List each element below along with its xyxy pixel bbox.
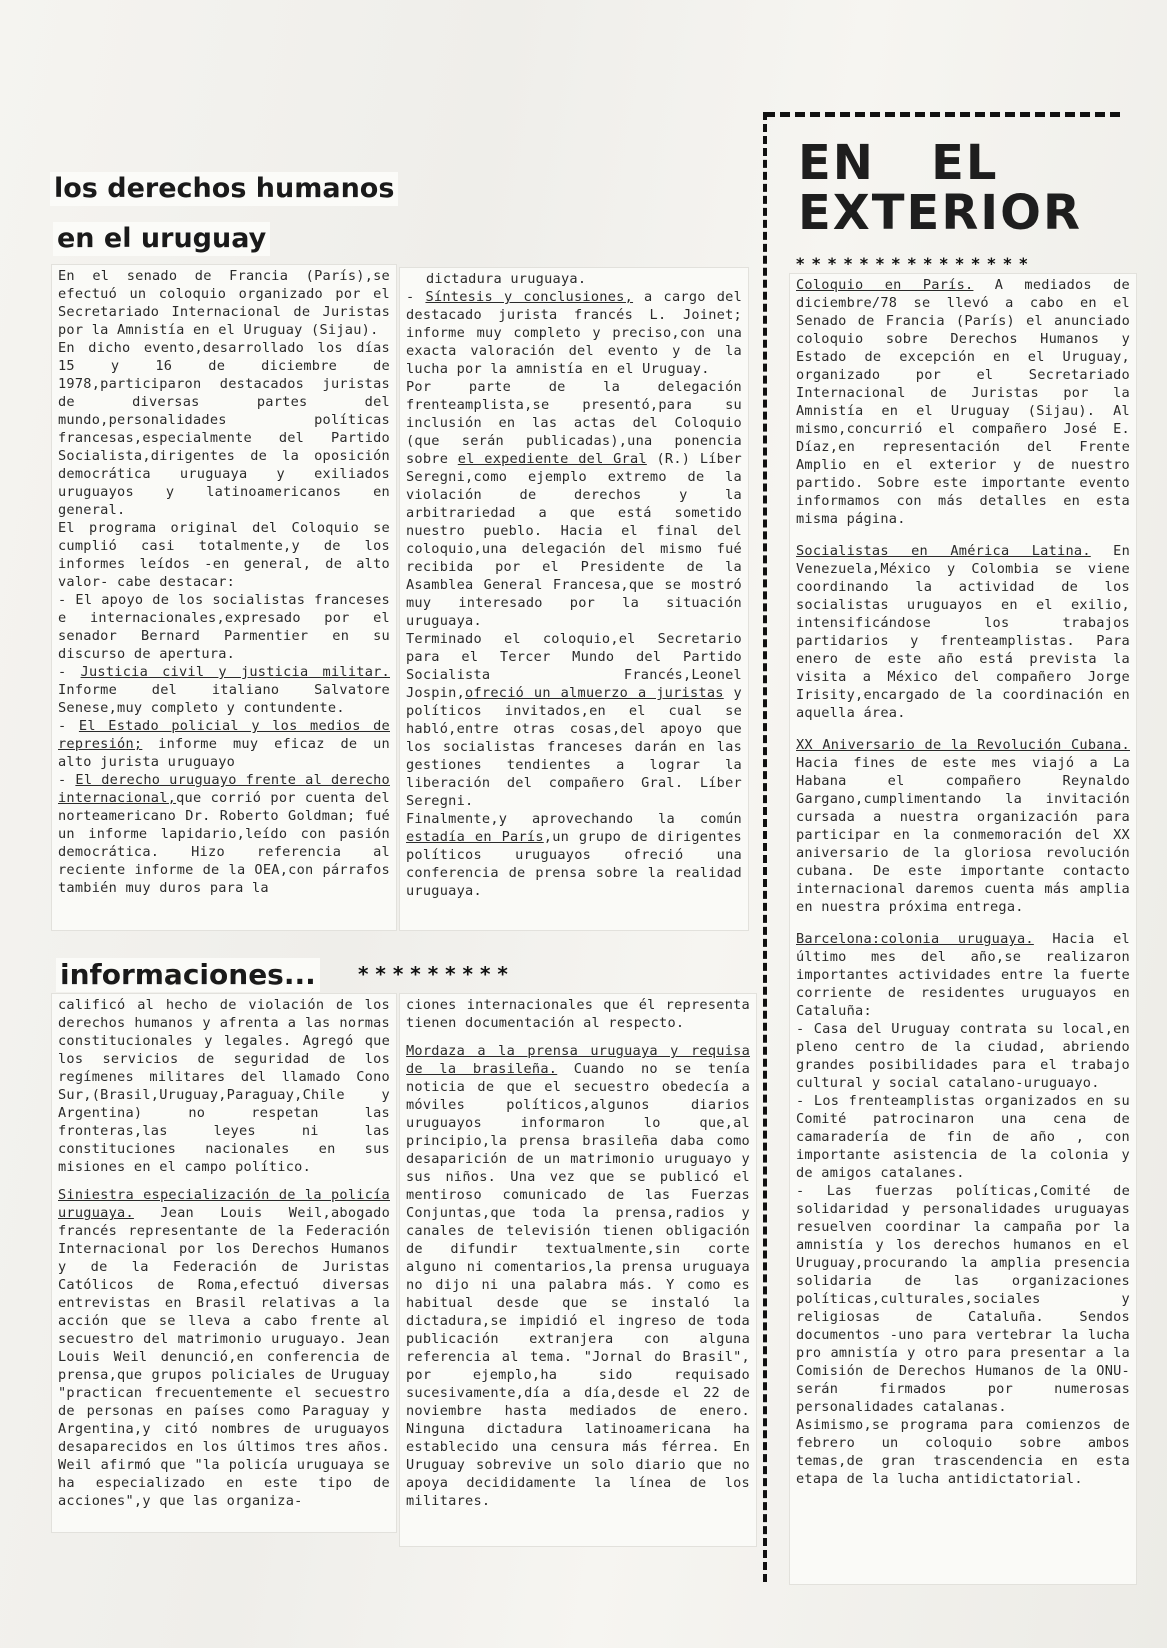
derechos-list-item: - El Estado policial y los medios de represión; informe muy eficaz de un alto jurista uruguayo xyxy=(58,718,390,770)
list-item-heading: El derecho uruguayo frente al derecho internacional, xyxy=(58,772,390,806)
section-heading: Siniestra especialización de la policía uruguaya. xyxy=(58,1187,390,1221)
derechos-column-2 xyxy=(400,268,748,930)
informaciones-column-2 xyxy=(400,994,756,1546)
derechos-list-item: - Síntesis y conclusiones, a cargo del destacado jurista francés L. Joinet; informe muy completo y preciso,con una exacta valoración del evento y de la lucha por la amnistía en el Uruguay. xyxy=(406,289,742,377)
derechos-paragraph: En el senado de Francia (París),se efectuó un coloquio organizado por el Secretariado Internacional de Juristas por la Amnistía en el Uruguay (Sijau). xyxy=(58,268,390,338)
inline-underline: estadía en París xyxy=(406,829,544,845)
derechos-paragraph: En dicho evento,desarrollado los días 15 y 16 de diciembre de 1978,participaron destacados juristas de diversas partes del mundo,personalidades políticas francesas,especialmente del Partido Socialista,dirigentes de la oposición democrática uruguaya y exiliados uruguayos y latinoamericanos en general. xyxy=(58,340,390,518)
derechos-paragraph: dictadura uruguaya. xyxy=(426,271,587,287)
derechos-paragraph: Terminado el coloquio,el Secretario para el Tercer Mundo del Partido Socialista Francés,Leonel Jospin,ofreció un almuerzo a juristas y políticos invitados,en el cual se habló,entre otras cosas,del apoyo que los socialistas franceses darán en las gestiones tendientes a lograr la liberación del compañero Gral. Líber Seregni. xyxy=(406,631,742,809)
dashed-border-left xyxy=(763,112,767,1582)
derechos-paragraph: Por parte de la delegación frenteamplista,se presentó,para su inclusión en las actas del Coloquio (que serán publicadas),una ponencia sobre el expediente del Gral (R.) Líber Seregni,como ejemplo extremo de la violación de derechos y la arbitrariedad a que está sometido nuestro pueblo. Hacia el final del coloquio,una delegación del mismo fué recibida por el Presidente de la Asamblea General Francesa,que se mostró muy interesado por la situación uruguaya. xyxy=(406,379,742,629)
exterior-list-item: - Casa del Uruguay contrata su local,en pleno centro de la ciudad, abriendo grandes posibilidades para el trabajo cultural y social catalano-uruguayo. xyxy=(796,1021,1130,1091)
inline-underline: el expediente del Gral xyxy=(457,451,647,467)
derechos-column-1 xyxy=(52,265,396,930)
informaciones-paragraph: Siniestra especialización de la policía uruguaya. Jean Louis Weil,abogado francés representante de la Federación Internacional por los Derechos Humanos y de la Federación de Juristas Católicos de Roma,efectuó diversas entrevistas en Brasil relativas a la acción que se lleva a cabo frente al secuestro del matrimonio uruguayo. Jean Louis Weil denunció,en conferencia de prensa,que grupos policiales de Uruguay "practican frecuentemente el secuestro de personas en países como Paraguay y Argentina,y citó nombres de uruguayos desaparecidos en los últimos tres años. Weil afirmó que "la policía uruguaya se ha especializado en este tipo de acciones",y que las organiza- xyxy=(58,1187,390,1509)
exterior-column xyxy=(790,274,1136,1584)
inline-underline: ofreció un almuerzo a juristas xyxy=(465,685,724,701)
exterior-list-item: - Los frenteamplistas organizados en su Comité patrocinaron una cena de camaradería de fin de año , con importante asistencia de la colonia y de amigos catalanes. xyxy=(796,1093,1130,1181)
list-item-text: Informe del italiano Salvatore Senese,muy completo y contundente. xyxy=(58,682,390,716)
derechos-list-item: - El derecho uruguayo frente al derecho internacional,que corrió por cuenta del norteamericano Dr. Roberto Goldman; fué un informe lapidario,leído con pasión democrática. Hizo referencia al reciente informe de la OEA,con párrafos también muy duros para la xyxy=(58,772,390,896)
section-heading: Mordaza a la prensa uruguaya y requisa de la brasileña. xyxy=(406,1043,750,1077)
headline-derechos-line1: los derechos humanos xyxy=(50,172,398,206)
dashed-border-top xyxy=(765,112,1120,117)
list-item-text: a cargo del destacado jurista francés L. Joinet; informe muy completo y preciso,con una exacta valoración del evento y de la lucha por la amnistía en el Uruguay. xyxy=(406,289,742,377)
exterior-paragraph: Barcelona:colonia uruguaya. Hacia el último mes del año,se realizaron importantes actividades entre la fuerte corriente de residentes uruguayos en Cataluña: xyxy=(796,931,1130,1019)
derechos-list-item: - El apoyo de los socialistas franceses e internacionales,expresado por el senador Bernard Parmentier en su discurso de apertura. xyxy=(58,592,390,662)
informaciones-column-1 xyxy=(52,994,396,1532)
exterior-paragraph: XX Aniversario de la Revolución Cubana. Hacia fines de este mes viajó a La Habana el compañero Reynaldo Gargano,cumplimentando la invitación cursada a nuestra organización para participar en la conmemoración del XX aniversario de la gloriosa revolución cubana. De este importante contacto internacional daremos cuenta más amplia en nuestra próxima entrega. xyxy=(796,737,1130,915)
section-heading: Barcelona:colonia uruguaya. xyxy=(796,931,1034,947)
informaciones-paragraph: calificó al hecho de violación de los derechos humanos y afrenta a las normas constitucionales y legales. Agregó que los servicios de seguridad de los regímenes militares del llamado Cono Sur,(Brasil,Uruguay,Paraguay,Chile y Argentina) no respetan las fronteras,las leyes ni las constituciones nacionales en sus misiones en el campo político. xyxy=(58,997,390,1175)
informaciones-paragraph: ciones internacionales que él representa tienen documentación al respecto. xyxy=(406,997,750,1031)
section-heading: XX Aniversario de la Revolución Cubana. xyxy=(796,737,1130,753)
exterior-paragraph: Socialistas en América Latina. En Venezuela,México y Colombia se viene coordinando la actividad de los socialistas uruguayos en el exilio, intensificándose los trabajos partidarios y frenteamplistas. Para enero de este año está prevista la visita a México del compañero Jorge Irisity,encargado de la coordinación en aquella área. xyxy=(796,543,1130,721)
exterior-paragraph: Coloquio en París. A mediados de diciembre/78 se llevó a cabo en el Senado de Francia (París) el anunciado coloquio sobre Derechos Humanos y Estado de excepción en el Uruguay, organizado por el Secretariado Internacional de Juristas por la Amnistía en el Uruguay (Sijau). Al mismo,concurrió el compañero José E. Díaz,en representación del Frente Amplio en el exterior y de nuestro partido. Sobre este importante evento informamos con más detalles en esta misma página. xyxy=(796,277,1130,527)
derechos-paragraph: El programa original del Coloquio se cumplió casi totalmente,y de los informes leídos -en general, de alto valor- cabe destacar: xyxy=(58,520,390,590)
derechos-list-item: - Justicia civil y justicia militar. Informe del italiano Salvatore Senese,muy completo y contundente. xyxy=(58,664,390,716)
exterior-paragraph: Asimismo,se programa para comienzos de febrero un coloquio sobre ambos temas,de gran trascendencia en esta etapa de la lucha antidictatorial. xyxy=(796,1417,1130,1487)
headline-informaciones: informaciones... xyxy=(56,958,320,992)
stars-divider: * * * * * * * * * * * * * * * xyxy=(796,254,1029,273)
derechos-paragraph: Finalmente,y aprovechando la común estadía en París,un grupo de dirigentes políticos uruguayos ofreció una conferencia de prensa sobre la realidad uruguaya. xyxy=(406,811,742,899)
list-item-text: informe muy eficaz de un alto jurista uruguayo xyxy=(58,736,390,770)
list-item-heading: Justicia civil y justicia militar. xyxy=(80,664,390,680)
list-item-heading: Síntesis y conclusiones, xyxy=(425,289,634,305)
stars-divider: * * * * * * * * * xyxy=(358,962,508,986)
informaciones-paragraph: Mordaza a la prensa uruguaya y requisa de la brasileña. Cuando no se tenía noticia de que el secuestro obedecía a móviles políticos,algunos diarios uruguayos informaron lo que,al principio,la prensa brasileña daba como desaparición de un matrimonio uruguayo y sus niños. Una vez que se publicó el mentiroso comunicado de las Fuerzas Conjuntas,que toda la prensa,radios y canales de televisión tienen obligación de difundir textualmente,sin corte alguno ni comentarios,la prensa uruguaya no dijo ni una palabra más. Y como es habitual desde que se instaló la dictadura,se impidió el ingreso de toda publicación extranjera con alguna referencia al tema. "Jornal do Brasil", por ejemplo,ha sido requisado sucesivamente,día a día,desde el 22 de noviembre hasta mediados de enero. Ninguna dictadura latinoamericana ha establecido una censura más férrea. En Uruguay sobrevive un solo diario que no apoya decididamente la línea de los militares. xyxy=(406,1043,750,1509)
list-item-text: que corrió por cuenta del norteamericano Dr. Roberto Goldman; fué un informe lapidario,leído con pasión democrática. Hizo referencia al reciente informe de la OEA,con párrafos también muy duros para la xyxy=(58,790,390,896)
section-heading: Socialistas en América Latina. xyxy=(796,543,1091,559)
exterior-list-item: - Las fuerzas políticas,Comité de solidaridad y personalidades uruguayas resuelven coordinar la campaña por la amnistía y los derechos humanos en el Uruguay,procurando la amplia presencia solidaria de las organizaciones políticas,culturales,sociales y religiosas de Cataluña. Sendos documentos -uno para vertebrar la lucha pro amnistía y otro para presentar a la Comisión de Derechos Humanos de la ONU- serán firmados por numerosas personalidades catalanas. xyxy=(796,1183,1130,1415)
section-heading: Coloquio en París. xyxy=(796,277,974,293)
list-item-heading: El Estado policial y los medios de represión; xyxy=(58,718,390,752)
headline-derechos-line2: en el uruguay xyxy=(53,222,270,256)
headline-exterior: EN EL EXTERIOR xyxy=(798,135,1082,241)
